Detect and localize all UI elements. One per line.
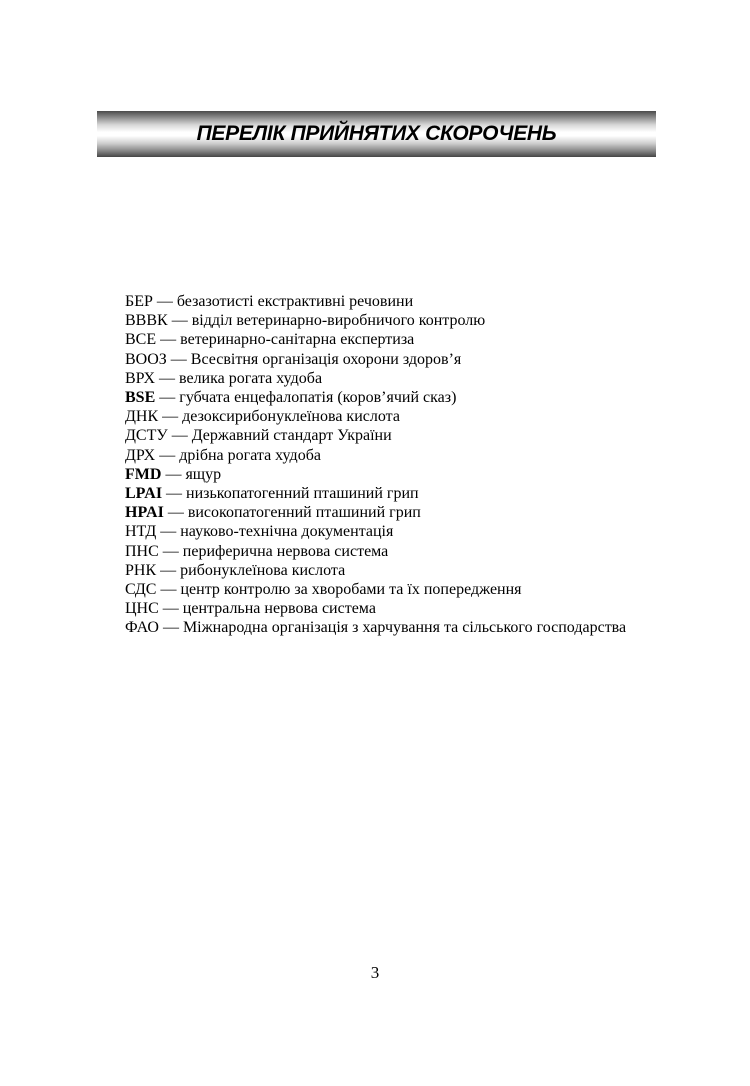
abbreviation-term: РНК: [125, 561, 157, 579]
abbreviation-separator: —: [166, 350, 191, 368]
abbreviation-term: БЕР: [125, 293, 153, 310]
abbreviation-separator: —: [156, 561, 181, 579]
page-number: 3: [370, 963, 380, 982]
abbreviation-separator: —: [167, 427, 192, 445]
abbreviation-separator: —: [158, 600, 183, 618]
abbreviation-item: [125, 388, 645, 407]
abbreviation-term: ВРХ: [125, 369, 155, 387]
abbreviation-item: [125, 465, 645, 484]
abbreviation-separator: —: [162, 485, 187, 503]
abbreviation-term: ПНС: [125, 542, 159, 560]
abbreviation-item: [125, 407, 645, 426]
abbreviation-term: НТД: [125, 523, 157, 541]
abbreviation-term: FMD: [125, 465, 162, 483]
page-title: ПЕРЕЛІК ПРИЙНЯТИХ СКОРОЧЕНЬ: [196, 122, 557, 145]
abbreviation-separator: —: [158, 619, 183, 637]
abbreviation-term: ВВВК: [125, 312, 168, 330]
abbreviation-item: [125, 311, 645, 330]
abbreviation-separator: —: [156, 581, 181, 599]
abbreviation-term: HPAI: [125, 504, 164, 522]
abbreviation-term: BSE: [125, 389, 156, 407]
abbreviation-definition: відділ ветеринарно-виробничого контролю: [191, 312, 486, 330]
abbreviation-definition: периферична нервова система: [182, 542, 389, 560]
abbreviation-term: LPAI: [125, 485, 163, 503]
abbreviation-definition: ящур: [185, 465, 222, 483]
abbreviation-item: [125, 599, 645, 618]
abbreviation-item: [125, 522, 645, 541]
abbreviation-item: [125, 292, 645, 311]
abbreviation-term: ЦНС: [125, 600, 159, 618]
abbreviation-separator: —: [156, 331, 181, 349]
abbreviation-item: [125, 503, 645, 522]
abbreviation-item: [125, 330, 645, 349]
abbreviation-definition: дрібна рогата худоба: [179, 446, 321, 464]
abbreviation-item: [125, 618, 645, 637]
abbreviation-definition: науково-технічна документація: [180, 523, 394, 541]
abbreviation-item: [125, 426, 645, 445]
abbreviation-item: [125, 580, 645, 599]
abbreviation-separator: —: [158, 408, 183, 426]
abbreviation-separator: —: [167, 312, 192, 330]
abbreviation-definition: Міжнародна організація з харчування та сільського господарства: [182, 619, 627, 637]
abbreviation-definition: Всесвітня організація охорони здоров’я: [190, 350, 462, 368]
abbreviation-term: СДС: [125, 581, 157, 599]
abbreviation-separator: —: [155, 389, 180, 407]
abbreviation-definition: центральна нервова система: [182, 600, 376, 618]
title-banner: [97, 111, 656, 157]
abbreviation-separator: —: [163, 504, 188, 522]
abbreviation-definition: низькопатогенний пташиний грип: [186, 485, 419, 503]
abbreviation-item: [125, 369, 645, 388]
abbreviation-definition: ветеринарно-санітарна експертиза: [180, 331, 415, 349]
abbreviation-item: [125, 350, 645, 369]
abbreviation-definition: велика рогата худоба: [179, 369, 323, 387]
abbreviation-definition: Державний стандарт України: [191, 427, 392, 445]
abbreviation-separator: —: [155, 446, 180, 464]
abbreviation-definition: безазотисті екстрактивні речовини: [176, 293, 414, 310]
abbreviation-separator: —: [156, 523, 181, 541]
abbreviation-definition: високопатогенний пташиний грип: [187, 504, 421, 522]
abbreviation-list: [125, 292, 645, 638]
abbreviation-item: [125, 542, 645, 561]
abbreviation-definition: центр контролю за хворобами та їх попередження: [180, 581, 522, 599]
abbreviation-definition: губчата енцефалопатія (коров’ячий сказ): [179, 389, 457, 407]
abbreviation-definition: дезоксирибонуклеїнова кислота: [182, 408, 400, 426]
abbreviation-term: ДНК: [125, 408, 159, 426]
abbreviation-item: [125, 446, 645, 465]
abbreviation-term: ДСТУ: [125, 427, 168, 445]
abbreviation-separator: —: [152, 293, 177, 310]
abbreviation-term: ДРХ: [125, 446, 156, 464]
abbreviation-item: [125, 484, 645, 503]
abbreviation-term: ВСЕ: [125, 331, 157, 349]
abbreviation-item: [125, 561, 645, 580]
abbreviation-separator: —: [155, 369, 179, 387]
abbreviation-separator: —: [158, 542, 183, 560]
abbreviation-term: ФАО: [125, 619, 159, 637]
abbreviation-definition: рибонуклеїнова кислота: [180, 561, 346, 579]
abbreviation-term: ВООЗ: [125, 350, 167, 368]
abbreviation-separator: —: [161, 465, 186, 483]
